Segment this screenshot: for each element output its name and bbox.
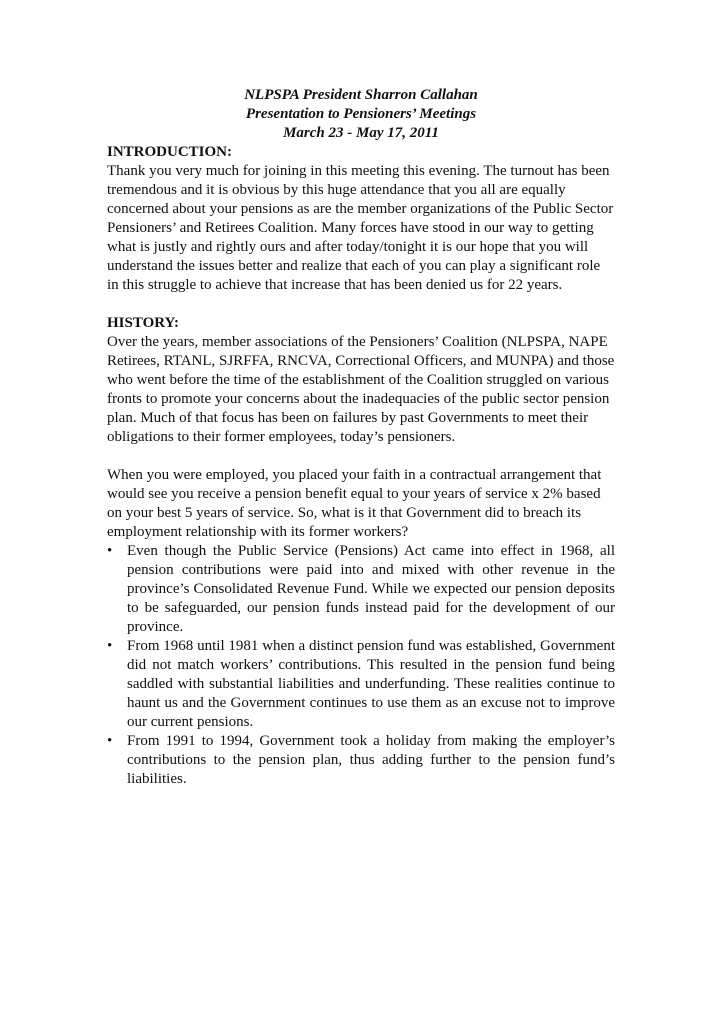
- bullet-icon: •: [107, 638, 113, 654]
- document-header: [107, 86, 615, 143]
- introduction-paragraph: Thank you very much for joining in this meeting this evening. The turnout has been tremendous and it is obvious by this huge attendance that you all are equally concerned about your pensions as are the member organizations of the Public Sector Pensioners’ and Retirees Coalition. Many forces have stood in our way to getting what is justly and rightly ours and after today/tonight it is our hope that you will understand the issues better and realize that each of you can play a significant role in this struggle to achieve that increase that has been denied us for 22 years.: [107, 163, 614, 293]
- list-item: [107, 542, 615, 637]
- list-item: [107, 732, 615, 789]
- introduction-heading: INTRODUCTION:: [107, 144, 233, 160]
- bullet-text: From 1968 until 1981 when a distinct pension fund was established, Government did not match workers’ contributions. This resulted in the pension fund being saddled with substantial liabilities and underfunding. These realities continue to haunt us and the Government continues to use them as an excuse not to improve our current pensions.: [127, 638, 615, 730]
- header-title: NLPSPA President Sharron Callahan: [244, 87, 478, 103]
- section-spacer: [107, 295, 615, 314]
- history-bullet-list: [107, 542, 615, 789]
- bullet-text: From 1991 to 1994, Government took a holiday from making the employer’s contributions to the pension plan, thus adding further to the pension fund’s liabilities.: [127, 733, 615, 787]
- bullet-icon: •: [107, 543, 113, 559]
- header-date: March 23 - May 17, 2011: [283, 125, 439, 141]
- history-paragraph-2: When you were employed, you placed your faith in a contractual arrangement that would see you receive a pension benefit equal to your years of service x 2% based on your best 5 years of service. So, what is it that Government did to breach its employment relationship with its former workers?: [107, 467, 602, 540]
- bullet-icon: •: [107, 733, 113, 749]
- history-paragraph-1: Over the years, member associations of the Pensioners’ Coalition (NLPSPA, NAPE Retirees, RTANL, SJRFFA, RNCVA, Correctional Officers, and MUNPA) and those who went before the time of the establishment of the Coalition struggled on various fronts to promote your concerns about the inadequacies of the public sector pension plan. Much of that focus has been on failures by past Governments to meet their obligations to their former employees, today’s pensioners.: [107, 334, 615, 445]
- list-item: [107, 637, 615, 732]
- header-subtitle: Presentation to Pensioners’ Meetings: [245, 106, 477, 122]
- document-body: [107, 86, 615, 789]
- bullet-text: Even though the Public Service (Pensions) Act came into effect in 1968, all pension contributions were paid into and mixed with other revenue in the province’s Consolidated Revenue Fund. While we expected our pension deposits to be safeguarded, our pension funds instead paid for the development of our province.: [127, 543, 615, 635]
- paragraph-spacer: [107, 447, 615, 466]
- history-heading: HISTORY:: [107, 315, 180, 331]
